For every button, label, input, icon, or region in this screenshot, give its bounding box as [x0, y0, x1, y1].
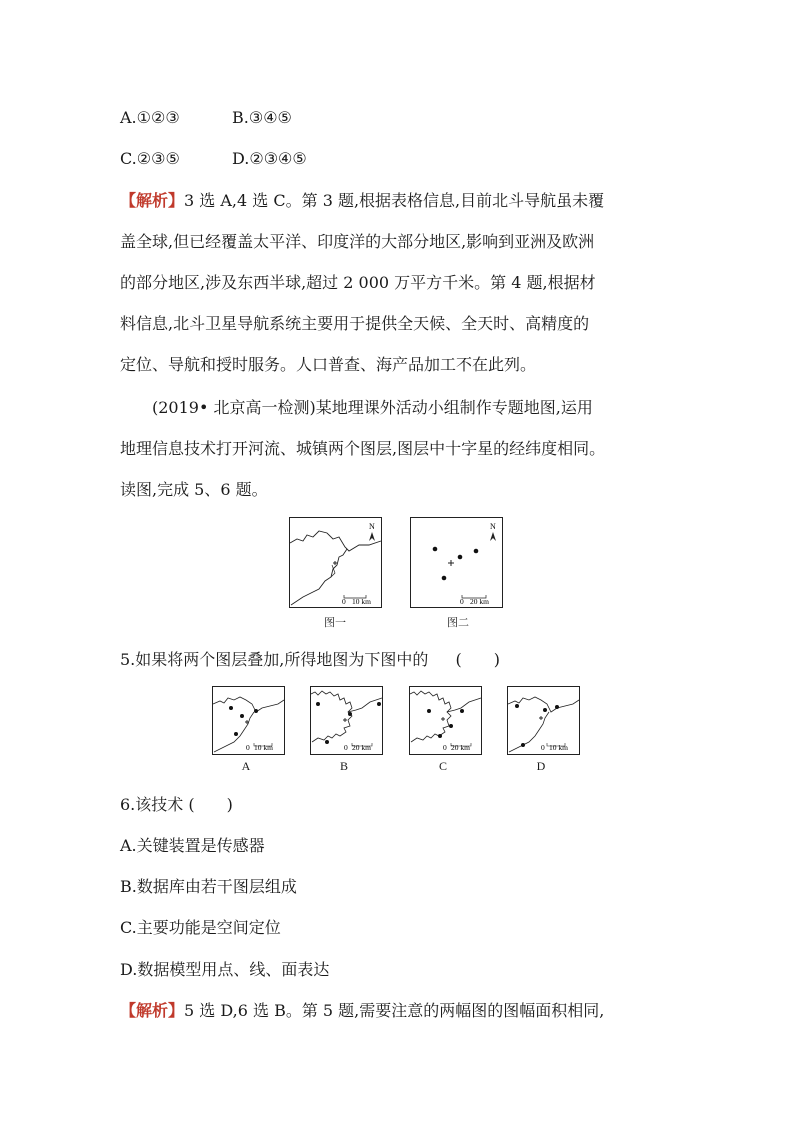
q6-option-d[interactable]: D.数据模型用点、线、面表达 [120, 960, 330, 979]
option-map-a[interactable] [212, 686, 288, 758]
option-c-label: C [438, 759, 447, 773]
q6-option-c[interactable]: C.主要功能是空间定位 [120, 918, 281, 937]
svg-text:20 km: 20 km [451, 743, 470, 752]
svg-text:0: 0 [541, 743, 545, 752]
q4-option-b: B.③④⑤ [232, 108, 292, 127]
analysis-paragraph-1-line-3: 的部分地区,涉及东西半球,超过 2 000 万平方千米。第 4 题,根据材 [120, 273, 596, 292]
scale-zero: 0 [460, 597, 464, 606]
q4-options-row-2 [120, 149, 307, 169]
question-5 [120, 650, 500, 670]
q4-options-row-1 [120, 108, 292, 128]
option-b-label: B [339, 759, 348, 773]
analysis-paragraph-2-line-1 [120, 1001, 604, 1021]
answer-bracket: ( ) [455, 650, 500, 669]
figure-1-map-river-layer [289, 517, 385, 609]
svg-text:10 km: 10 km [549, 743, 568, 752]
question-6-text: 6.该技术 ( ) [120, 795, 233, 814]
analysis-paragraph-1-line-4: 料信息,北斗卫星导航系统主要用于提供全天候、全天时、高精度的 [120, 314, 590, 333]
option-map-b[interactable] [310, 686, 386, 758]
north-label: N [490, 522, 496, 531]
question-stem-line-3: 读图,完成 5、6 题。 [120, 480, 268, 499]
analysis-paragraph-1-line-2: 盖全球,但已经覆盖太平洋、印度洋的大部分地区,影响到亚洲及欧洲 [120, 232, 595, 251]
svg-text:0: 0 [344, 743, 348, 752]
svg-text:20 km: 20 km [352, 743, 371, 752]
analysis-paragraph-1-line-1 [120, 191, 604, 211]
q6-option-a[interactable]: A.关键装置是传感器 [120, 836, 265, 855]
question-stem-line-1: (2019• 北京高一检测)某地理课外活动小组制作专题地图,运用 [152, 398, 593, 417]
analysis-tag: 【解析】 [120, 1001, 185, 1020]
q4-option-a: A.①②③ [120, 108, 180, 127]
town-dot [458, 555, 463, 560]
scale-value: 20 km [470, 597, 489, 606]
town-dot [442, 576, 447, 581]
question-5-text: 5.如果将两个图层叠加,所得地图为下图中的 [120, 650, 429, 669]
town-dot [433, 547, 438, 552]
question-stem-line-2: 地理信息技术打开河流、城镇两个图层,图层中十字星的经纬度相同。 [120, 439, 606, 458]
option-d-label: D [536, 759, 546, 773]
figure-2-caption: 图二 [447, 616, 469, 629]
figure-2-map-town-layer [410, 517, 506, 609]
scale-zero: 0 [342, 597, 346, 606]
option-a-label: A [241, 759, 251, 773]
analysis-tag: 【解析】 [120, 191, 185, 210]
scale-value: 10 km [352, 597, 371, 606]
analysis-paragraph-1-line-5: 定位、导航和授时服务。人口普查、海产品加工不在此列。 [120, 355, 537, 374]
analysis-text: 5 选 D,6 选 B。第 5 题,需要注意的两幅图的图幅面积相同, [184, 1001, 605, 1020]
svg-text:0: 0 [246, 743, 250, 752]
option-map-d[interactable] [507, 686, 583, 758]
svg-text:0: 0 [443, 743, 447, 752]
q6-option-b[interactable]: B.数据库由若干图层组成 [120, 877, 297, 896]
svg-text:10 km: 10 km [254, 743, 273, 752]
option-map-c[interactable] [409, 686, 485, 758]
q4-option-d: D.②③④⑤ [232, 149, 307, 168]
figure-1-caption: 图一 [324, 616, 346, 629]
analysis-text: 3 选 A,4 选 C。第 3 题,根据表格信息,目前北斗导航虽未覆 [184, 191, 605, 210]
q4-option-c: C.②③⑤ [120, 149, 180, 168]
town-dot [474, 549, 479, 554]
north-label: N [369, 522, 375, 531]
